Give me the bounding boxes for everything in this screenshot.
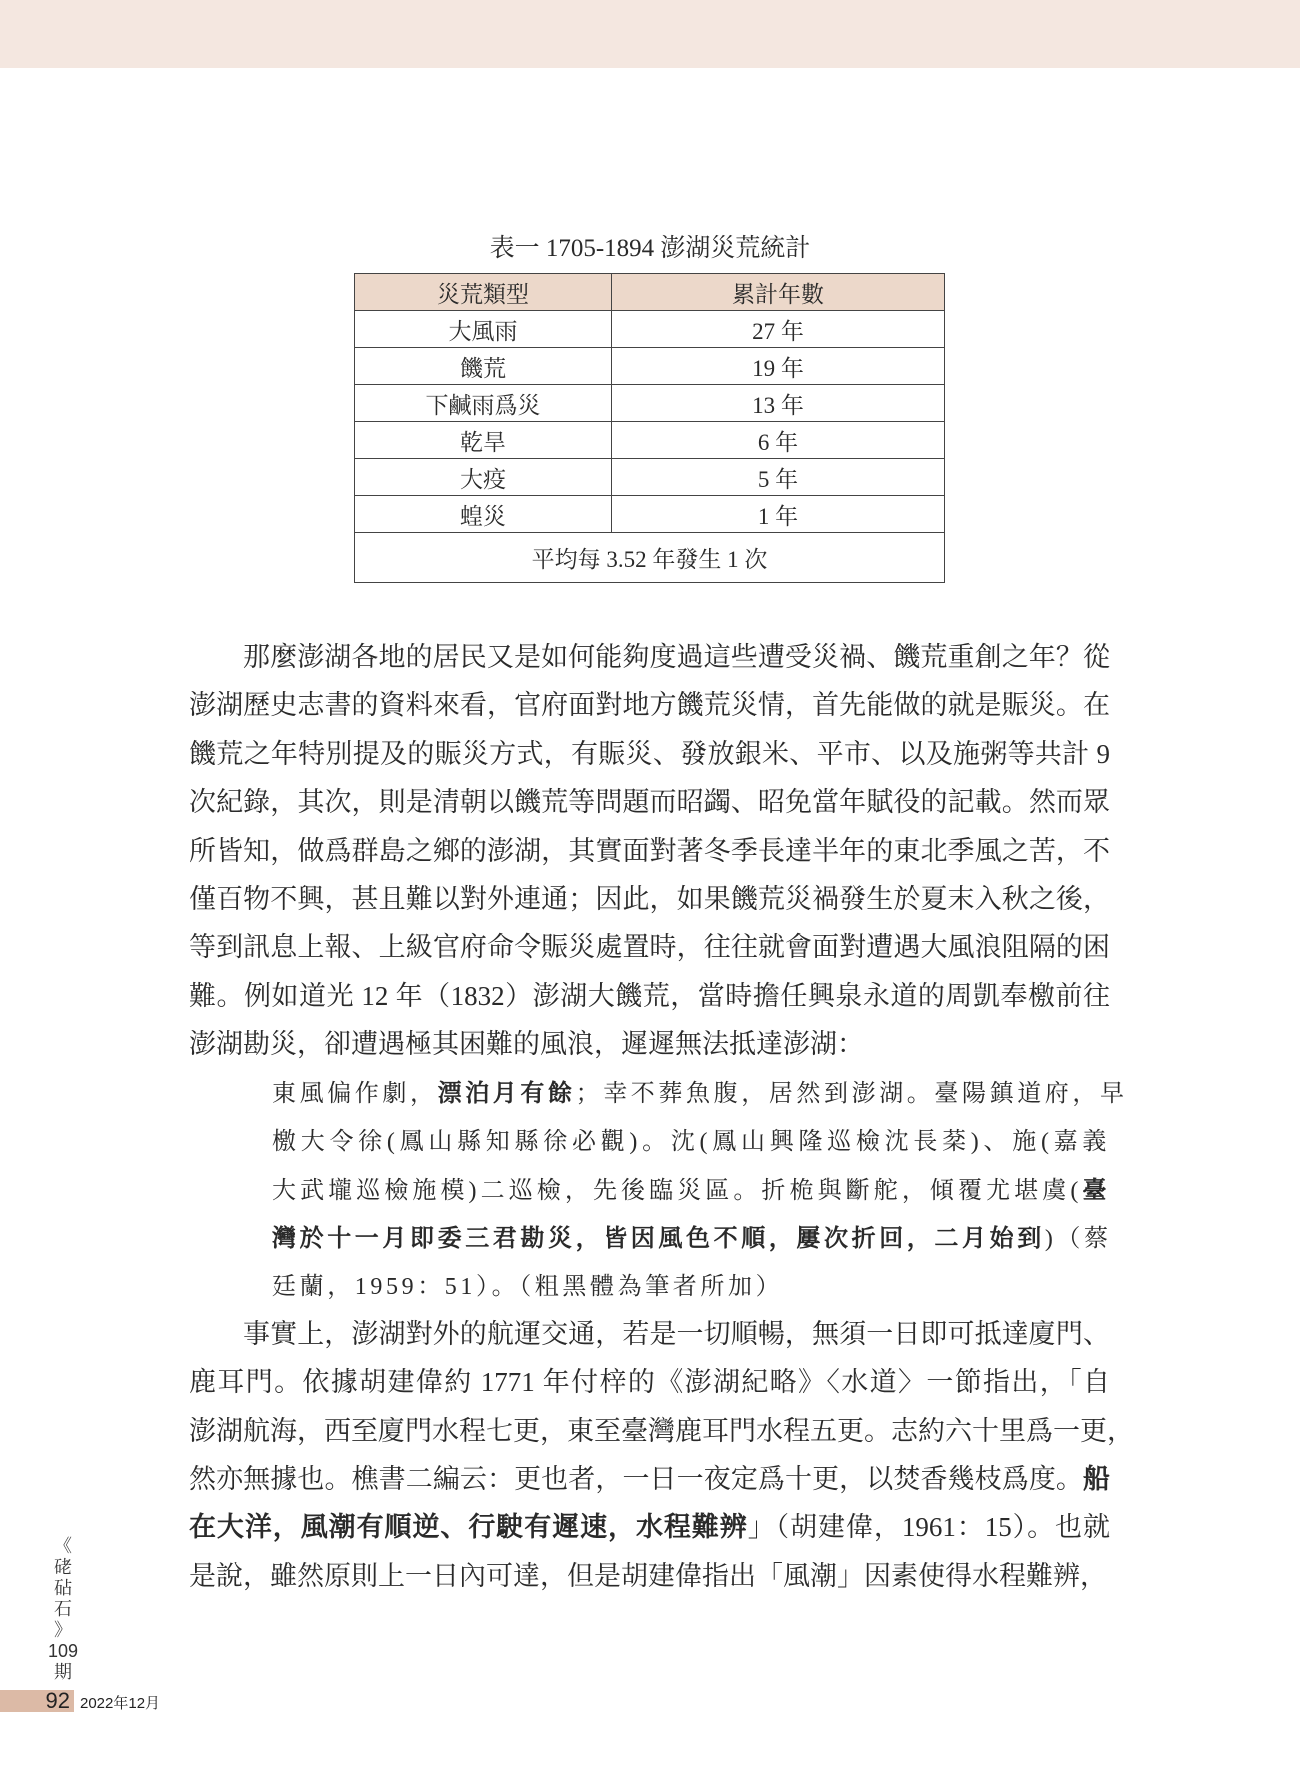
journal-title-char: 硓: [54, 1557, 72, 1577]
text-line: [272, 1077, 1128, 1111]
text-line: [272, 1174, 1110, 1208]
text-segment: 然亦無據也。樵書二編云：更也者，一日一夜定爲十更，以焚香幾枝爲度。: [189, 1464, 1083, 1494]
text-segment: 廷蘭，1959：51）。（粗黑體為筆者所加）: [272, 1274, 784, 1300]
text-segment: 是說，雖然原則上一日內可達，但是胡建偉指出「風潮」因素使得水程難辨，: [189, 1561, 1107, 1591]
journal-title-char: 砧: [54, 1578, 72, 1598]
table-cell: 19 年: [612, 348, 945, 385]
text-line: [189, 1559, 1110, 1593]
issue-suffix: 期: [54, 1662, 72, 1682]
text-segment: 次紀錄，其次，則是清朝以饑荒等問題而昭蠲、昭免當年賦役的記載。然而眾: [189, 787, 1110, 817]
table-cell: 饑荒: [355, 348, 612, 385]
table-row: [355, 422, 945, 459]
text-segment: 澎湖歷史志書的資料來看，官府面對地方饑荒災情，首先能做的就是賑災。在: [189, 690, 1110, 720]
text-line: [189, 737, 1110, 771]
table-cell: 6 年: [612, 422, 945, 459]
text-segment: 檄大令徐(鳳山縣知縣徐必觀)。沈(鳳山興隆巡檢沈長棻)、施(嘉義: [272, 1129, 1110, 1155]
text-line: [189, 1365, 1110, 1399]
journal-title-char: 》: [54, 1620, 72, 1640]
text-line: [243, 640, 1110, 674]
journal-issue-label: [43, 1536, 83, 1683]
text-segment: 難。例如道光 12 年（1832）澎湖大饑荒，當時擔任興泉永道的周凱奉檄前往: [189, 981, 1110, 1011]
text-segment: 饑荒之年特別提及的賑災方式，有賑災、發放銀米、平市、以及施粥等共計 9: [189, 739, 1110, 769]
disaster-statistics-table: [354, 273, 945, 583]
text-line: [189, 1414, 1134, 1448]
table-footer: 平均每 3.52 年發生 1 次: [355, 533, 945, 583]
text-segment: 」（胡建偉，1961：15）。也就: [747, 1512, 1110, 1542]
text-line: [189, 930, 1110, 964]
text-segment: 大武壠巡檢施模)二巡檢，先後臨災區。折桅與斷舵，傾覆尤堪虞(: [272, 1178, 1082, 1204]
text-segment: 鹿耳門。依據胡建偉約 1771 年付梓的《澎湖紀略》〈水道〉一節指出，「自: [189, 1367, 1110, 1397]
text-line: [189, 834, 1110, 868]
table-cell: 蝗災: [355, 496, 612, 533]
table-header-row: [355, 274, 945, 311]
bold-text: 臺: [1081, 1178, 1111, 1204]
text-line: [189, 979, 1110, 1013]
table-footer-row: [355, 533, 945, 583]
table-row: [355, 385, 945, 422]
table-cell: 1 年: [612, 496, 945, 533]
table-cell: 大疫: [355, 459, 612, 496]
table-row: [355, 348, 945, 385]
text-segment: 澎湖勘災，卻遭遇極其困難的風浪，遲遲無法抵達澎湖：: [189, 1029, 864, 1059]
text-line: [189, 1510, 1110, 1544]
text-segment: 事實上，澎湖對外的航運交通，若是一切順暢，無須一日即可抵達廈門、: [243, 1319, 1110, 1349]
text-line: [189, 785, 1110, 819]
table-cell: 27 年: [612, 311, 945, 348]
text-line: [189, 1027, 1110, 1061]
text-line: [189, 688, 1110, 722]
text-segment: ；幸不葬魚腹，居然到澎湖。臺陽鎮道府，早: [575, 1081, 1128, 1107]
page-number-tab: [0, 1690, 74, 1712]
text-line: [189, 1462, 1110, 1496]
bold-text: 在大洋，風潮有順逆、行駛有遲速，水程難辨: [189, 1512, 748, 1542]
table-cell: 乾旱: [355, 422, 612, 459]
text-line: [272, 1270, 1110, 1304]
table-row: [355, 459, 945, 496]
bold-text: 船: [1083, 1464, 1110, 1494]
table-cell: 大風雨: [355, 311, 612, 348]
issue-date: 2022年12月: [80, 1695, 161, 1712]
bold-text: 灣於十一月即委三君勘災，皆因風色不順，屢次折回，二月始到: [272, 1226, 1045, 1252]
table-cell: 5 年: [612, 459, 945, 496]
table-cell: 下鹹雨爲災: [355, 385, 612, 422]
table-caption: 表一 1705-1894 澎湖災荒統計: [489, 235, 811, 262]
page-number: 92: [45, 1688, 70, 1713]
text-segment: 那麼澎湖各地的居民又是如何能夠度過這些遭受災禍、饑荒重創之年？從: [243, 642, 1110, 672]
text-line: [272, 1125, 1110, 1159]
column-header: 災荒類型: [355, 274, 612, 311]
issue-number: 109: [47, 1641, 79, 1661]
journal-title-char: 石: [54, 1599, 72, 1619]
table-cell: 13 年: [612, 385, 945, 422]
table-row: [355, 311, 945, 348]
text-segment: 澎湖航海，西至廈門水程七更，東至臺灣鹿耳門水程五更。志約六十里爲一更，: [189, 1416, 1134, 1446]
bold-text: 漂泊月有餘: [437, 1081, 576, 1107]
journal-title-char: 《: [54, 1536, 72, 1556]
column-header: 累計年數: [612, 274, 945, 311]
text-segment: 所皆知，做爲群島之鄉的澎湖，其實面對著冬季長達半年的東北季風之苦，不: [189, 836, 1110, 866]
text-segment: 東風偏作劇，: [272, 1081, 438, 1107]
table-row: [355, 496, 945, 533]
text-line: [243, 1317, 1110, 1351]
text-line: [189, 882, 1110, 916]
text-segment: 僅百物不興，甚且難以對外連通；因此，如果饑荒災禍發生於夏末入秋之後，: [189, 884, 1110, 914]
text-segment: 等到訊息上報、上級官府命令賑災處置時，往往就會面對遭遇大風浪阻隔的困: [189, 932, 1110, 962]
top-banner: [0, 0, 1300, 68]
text-line: [272, 1222, 1110, 1256]
text-segment: )（蔡: [1044, 1226, 1112, 1252]
